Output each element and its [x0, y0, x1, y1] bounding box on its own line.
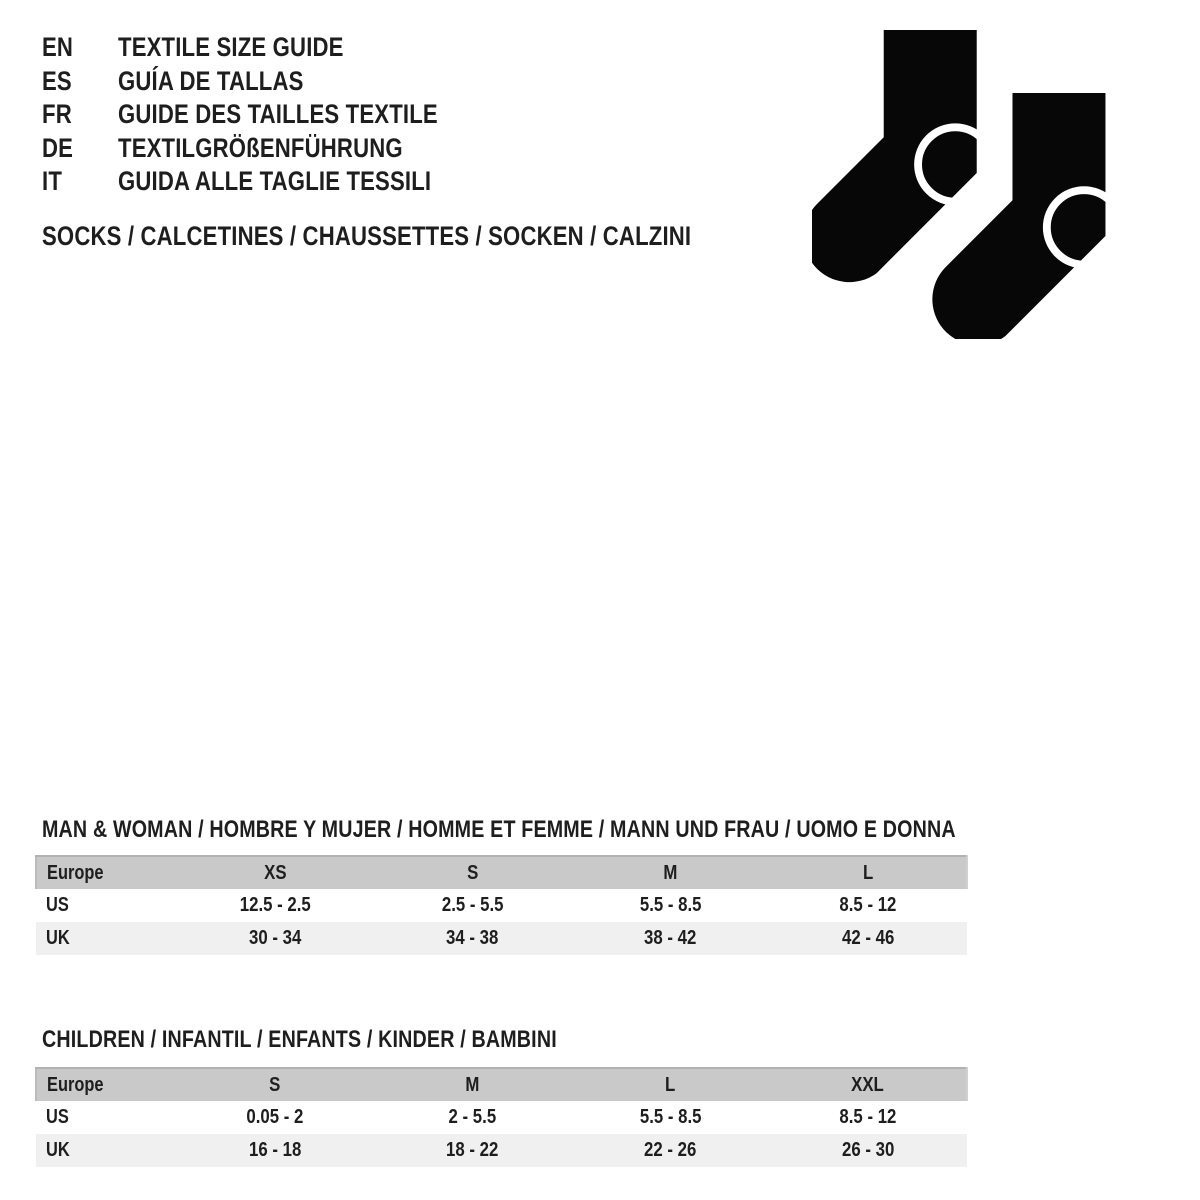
- language-label: GUIDE DES TAILLES TEXTILE: [118, 99, 438, 130]
- language-label: TEXTILGRÖßENFÜHRUNG: [118, 132, 403, 163]
- column-header-size: M: [374, 1068, 572, 1101]
- size-value: 0.05 - 2: [246, 1106, 304, 1128]
- size-value: 30 - 34: [176, 922, 374, 955]
- column-header-region: Europe: [36, 856, 176, 889]
- language-code: EN: [42, 32, 74, 62]
- size-value: 38 - 42: [572, 922, 770, 955]
- language-label: GUIDA ALLE TAGLIE TESSILI: [118, 166, 432, 197]
- size-value: 2 - 5.5: [448, 1106, 497, 1128]
- language-row-en: [42, 31, 508, 65]
- size-value: 42 - 46: [769, 922, 967, 955]
- size-value: 8.5 - 12: [839, 894, 897, 916]
- language-code: DE: [42, 132, 74, 163]
- column-header-region: Europe: [36, 1068, 176, 1101]
- table-header-row: [36, 856, 967, 889]
- language-row-fr: [42, 98, 508, 132]
- socks-icon: [812, 30, 1130, 339]
- language-code: FR: [42, 99, 72, 130]
- column-header-size: L: [572, 1068, 770, 1101]
- size-table-adult: [35, 855, 968, 955]
- table-title-adult: MAN & WOMAN / HOMBRE Y MUJER / HOMME ET FEMME / MANN UND FRAU / UOMO E DONNA: [42, 816, 956, 843]
- column-header-size: XXL: [769, 1068, 967, 1101]
- language-code: ES: [42, 65, 72, 96]
- table-title-children: CHILDREN / INFANTIL / ENFANTS / KINDER / BAMBINI: [42, 1026, 557, 1053]
- language-code: IT: [42, 166, 63, 197]
- product-category-line: SOCKS / CALCETINES / CHAUSSETTES / SOCKEN / CALZINI: [42, 221, 692, 251]
- language-label: GUÍA DE TALLAS: [118, 65, 304, 96]
- table-row-us: [36, 889, 967, 922]
- column-header-size: S: [176, 1068, 374, 1101]
- column-header-size: XS: [176, 856, 374, 889]
- row-label: US: [46, 894, 69, 916]
- size-value: 34 - 38: [374, 922, 572, 955]
- table-header-row: [36, 1068, 967, 1101]
- row-label: US: [46, 1106, 69, 1128]
- language-row-de: [42, 132, 508, 166]
- size-value: 26 - 30: [769, 1134, 967, 1167]
- size-value: 22 - 26: [572, 1134, 770, 1167]
- size-table-children: [35, 1067, 968, 1167]
- column-header-size: M: [572, 856, 770, 889]
- size-value: 18 - 22: [374, 1134, 572, 1167]
- table-row-uk: [36, 922, 967, 955]
- table-row-uk: [36, 1134, 967, 1167]
- language-row-it: [42, 165, 508, 199]
- size-value: 16 - 18: [176, 1134, 374, 1167]
- language-row-es: [42, 65, 508, 99]
- row-label: UK: [36, 922, 176, 955]
- column-header-size: L: [769, 856, 967, 889]
- size-value: 5.5 - 8.5: [639, 894, 702, 916]
- size-value: 12.5 - 2.5: [239, 894, 311, 916]
- table-row-us: [36, 1101, 967, 1134]
- size-value: 5.5 - 8.5: [639, 1106, 702, 1128]
- language-list: [42, 31, 508, 199]
- column-header-size: S: [374, 856, 572, 889]
- size-value: 2.5 - 5.5: [441, 894, 504, 916]
- row-label: UK: [36, 1134, 176, 1167]
- language-label: TEXTILE SIZE GUIDE: [118, 32, 344, 62]
- size-value: 8.5 - 12: [839, 1106, 897, 1128]
